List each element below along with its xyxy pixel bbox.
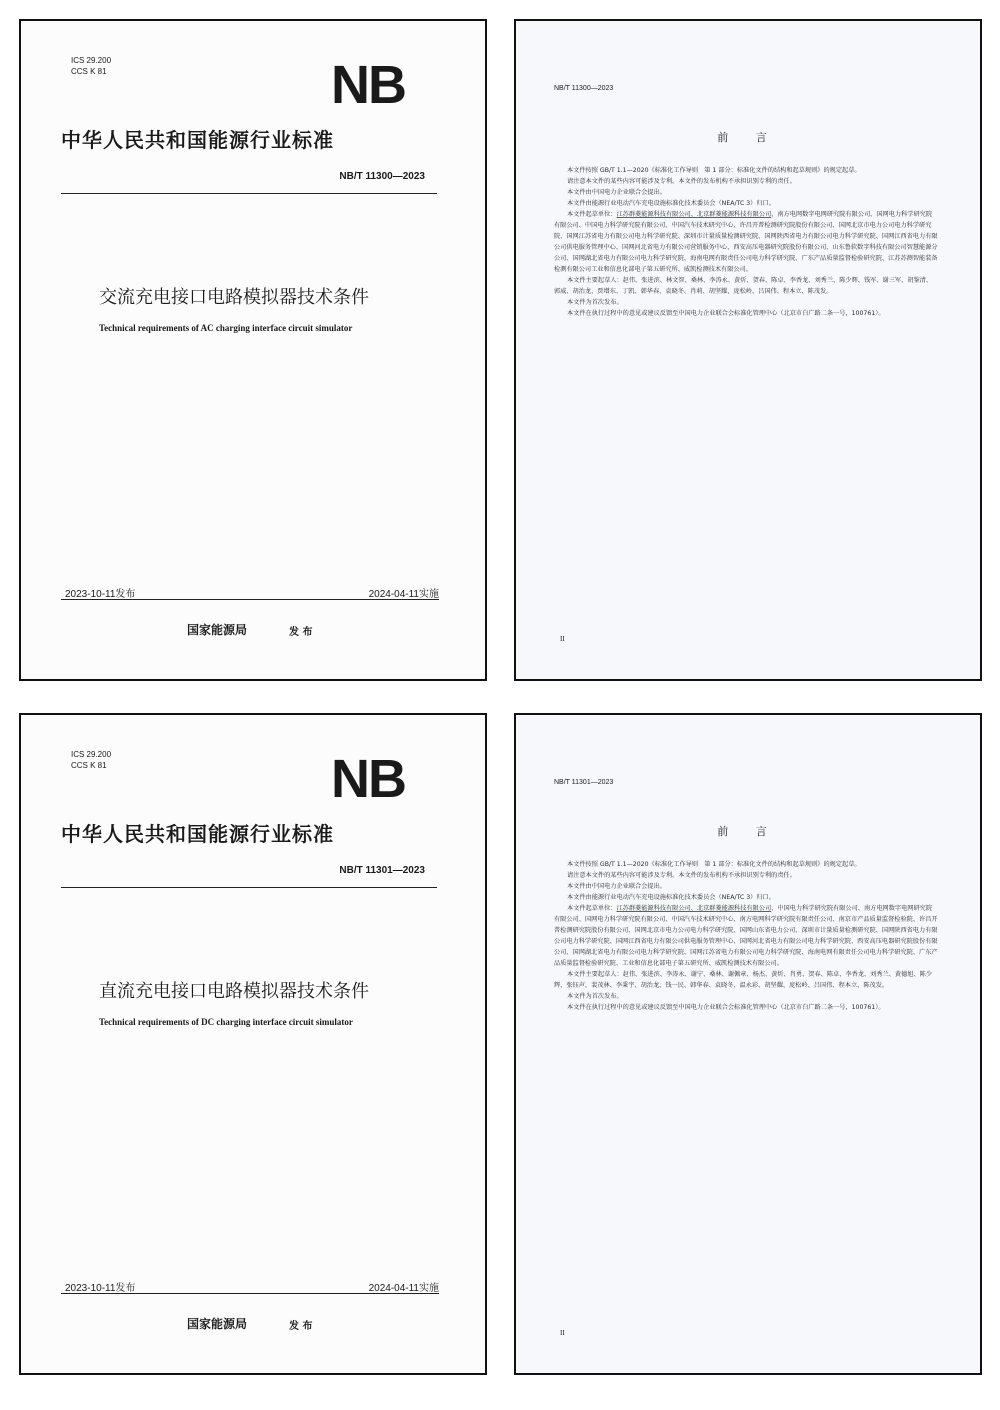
preface-paragraph — [554, 209, 938, 275]
preface-paragraph: 本文件在执行过程中的意见或建议反馈至中国电力企业联合会标准化管理中心（北京市白广路二条一号，100761）。 — [567, 310, 885, 317]
classification-codes — [71, 749, 111, 771]
issuer: 国家能源局 — [187, 623, 248, 637]
ccs-code: CCS K 81 — [71, 67, 107, 76]
preface-body — [554, 165, 938, 319]
preface-title: 前 言 — [717, 131, 779, 144]
ics-code: ICS 29.200 — [71, 56, 112, 65]
divider — [61, 1293, 439, 1294]
preface-paragraph: 本文件为首次发布。 — [567, 993, 623, 1000]
preface-paragraph: 本文件由能源行业电动汽车充电设施标准化技术委员会（NEA/TC 3）归口。 — [567, 894, 775, 901]
preface-paragraph: 本文件主要起草人：赵伟、张进滨、林文智、桑林、李涛永、黄炘、贺春、陈卓、李香龙、刘秀兰、陈少辉、钱军、谢三军、胡鉴清、郭威、胡治龙、贾增东、丁凯、韩华春、袁晓冬、肖莉、胡坚耀、庞松岭、吕国伟、程本立、陈茂发。 — [554, 277, 933, 295]
drafting-units-lead: 本文件起草单位： — [567, 905, 617, 912]
preface-paragraph: 本文件由中国电力企业联合会提出。 — [567, 189, 666, 196]
effective-date: 2024-04-11实施 — [368, 1283, 439, 1294]
standard-title: 中华人民共和国能源行业标准 — [61, 822, 334, 846]
document-title-cn: 直流充电接口电路模拟器技术条件 — [99, 981, 369, 1002]
ccs-code: CCS K 81 — [71, 761, 107, 770]
preface-paragraph: 本文件在执行过程中的意见或建议反馈至中国电力企业联合会标准化管理中心（北京市白广路二条一号，100761）。 — [567, 1004, 885, 1011]
document-title-en: Technical requirements of AC charging interface circuit simulator — [99, 323, 353, 333]
nb-logo: NB — [331, 749, 405, 809]
cover-page-ac — [19, 19, 487, 681]
preface-paragraph: 本文件按照 GB/T 1.1—2020《标准化工作导则 第 1 部分：标准化文件的结构和起草规则》的规定起草。 — [567, 167, 861, 174]
highlighted-units: 江苏群菱能源科技有限公司、北京群菱能源科技有限公司 — [616, 211, 772, 218]
preface-paragraph: 本文件按照 GB/T 1.1—2020《标准化工作导则 第 1 部分：标准化文件的结构和起草规则》的规定起草。 — [567, 861, 861, 868]
preface-paragraph: 本文件由能源行业电动汽车充电设施标准化技术委员会（NEA/TC 3）归口。 — [567, 200, 775, 207]
preface-page-dc — [514, 713, 982, 1375]
drafting-units-rest: 、中国电力科学研究院有限公司、南方电网数字电网研究院有限公司、国网电力科学研究院有限公司、中国汽车技术研究中心、南方电网科学研究院有限责任公司、南京市产品质量监督检验院、许昌开普检测研究院股份有限公司、国网北京市电力公司电力科学研究院、国网山东省电力公司、深圳市计量质量检测研究院、国网陕西省电力有限公司电力科学研究院、国网江西省电力有限公司供电服务管理中心、国网河北省电力有限公司电力科学研究院、西安高压电器研究院股份有限公司、国网湖北省电力有限公司电力科学研究院、国网江苏省电力有限公司电力科学研究院、海南电网有限责任公司电力科学研究院、广东产品质量监督检验研究院、工业和信息化部电子第五研究所、威凯检测技术有限公司。 — [554, 905, 938, 967]
preface-paragraph: 请注意本文件的某些内容可能涉及专利。本文件的发布机构不承担识别专利的责任。 — [567, 872, 796, 879]
page-number: II — [560, 635, 565, 643]
page-number: II — [560, 1329, 565, 1337]
standard-title: 中华人民共和国能源行业标准 — [61, 128, 334, 152]
divider — [61, 599, 439, 600]
publish-date: 2023-10-11发布 — [65, 589, 136, 600]
issuer: 国家能源局 — [187, 1317, 248, 1331]
document-title-cn: 交流充电接口电路模拟器技术条件 — [99, 287, 369, 308]
issue-verb: 发 布 — [289, 627, 313, 638]
drafting-units-lead: 本文件起草单位： — [567, 211, 617, 218]
header-standard-number: NB/T 11300—2023 — [554, 85, 614, 92]
effective-date: 2024-04-11实施 — [368, 589, 439, 600]
header-standard-number: NB/T 11301—2023 — [554, 779, 614, 786]
highlighted-units: 江苏群菱能源科技有限公司、北京群菱能源科技有限公司 — [616, 905, 772, 912]
cover-page-dc — [19, 713, 487, 1375]
preface-paragraph: 本文件为首次发布。 — [567, 299, 623, 306]
standard-number: NB/T 11300—2023 — [339, 171, 425, 182]
classification-codes — [71, 55, 111, 77]
drafting-units-rest: 、南方电网数字电网研究院有限公司、国网电力科学研究院有限公司、中国电力科学研究院有限公司、中国汽车技术研究中心、许昌开普检测研究院股份有限公司、国网北京市电力公司电力科学研究院、国网江苏省电力有限公司电力科学研究院、深圳市计量质量检测研究院、国网陕西省电力有限公司电力科学研究院、国网江西省电力有限公司供电服务管理中心、国网河北省电力有限公司营销服务中心、西安高压电器研究院股份有限公司、山东鲁软数字科技有限公司智慧能源分公司、国网湖北省电力有限公司电力科学研究院、海南电网有限责任公司电力科学研究院、广东产品质量监督检验研究院、江苏苏测智能装备检测有限公司工业和信息化部电子第五研究所、威凯检测技术有限公司。 — [554, 211, 938, 273]
preface-paragraph: 本文件由中国电力企业联合会提出。 — [567, 883, 666, 890]
preface-paragraph: 本文件主要起草人：赵伟、张进滨、李涛永、谢宁、桑林、谢佩章、杨杰、黄炘、肖勇、贺春、陈卓、李香龙、刘秀兰、黄德旭、陈少辉、张钰声、裴茂林、李秉宇、胡治龙、钱一民、韩华春、袁晓冬、温永彩、胡坚耀、庞松岭、吕国伟、程本立、陈茂发。 — [554, 971, 933, 989]
document-title-en: Technical requirements of DC charging interface circuit simulator — [99, 1017, 353, 1027]
standard-number: NB/T 11301—2023 — [339, 865, 425, 876]
preface-page-ac — [514, 19, 982, 681]
publish-date: 2023-10-11发布 — [65, 1283, 136, 1294]
ics-code: ICS 29.200 — [71, 750, 112, 759]
nb-logo: NB — [331, 55, 405, 115]
issue-verb: 发 布 — [289, 1321, 313, 1332]
preface-paragraph: 请注意本文件的某些内容可能涉及专利。本文件的发布机构不承担识别专利的责任。 — [567, 178, 796, 185]
preface-title: 前 言 — [717, 825, 779, 838]
divider — [61, 193, 437, 194]
preface-body — [554, 859, 938, 1013]
divider — [61, 887, 437, 888]
preface-paragraph — [554, 903, 938, 969]
